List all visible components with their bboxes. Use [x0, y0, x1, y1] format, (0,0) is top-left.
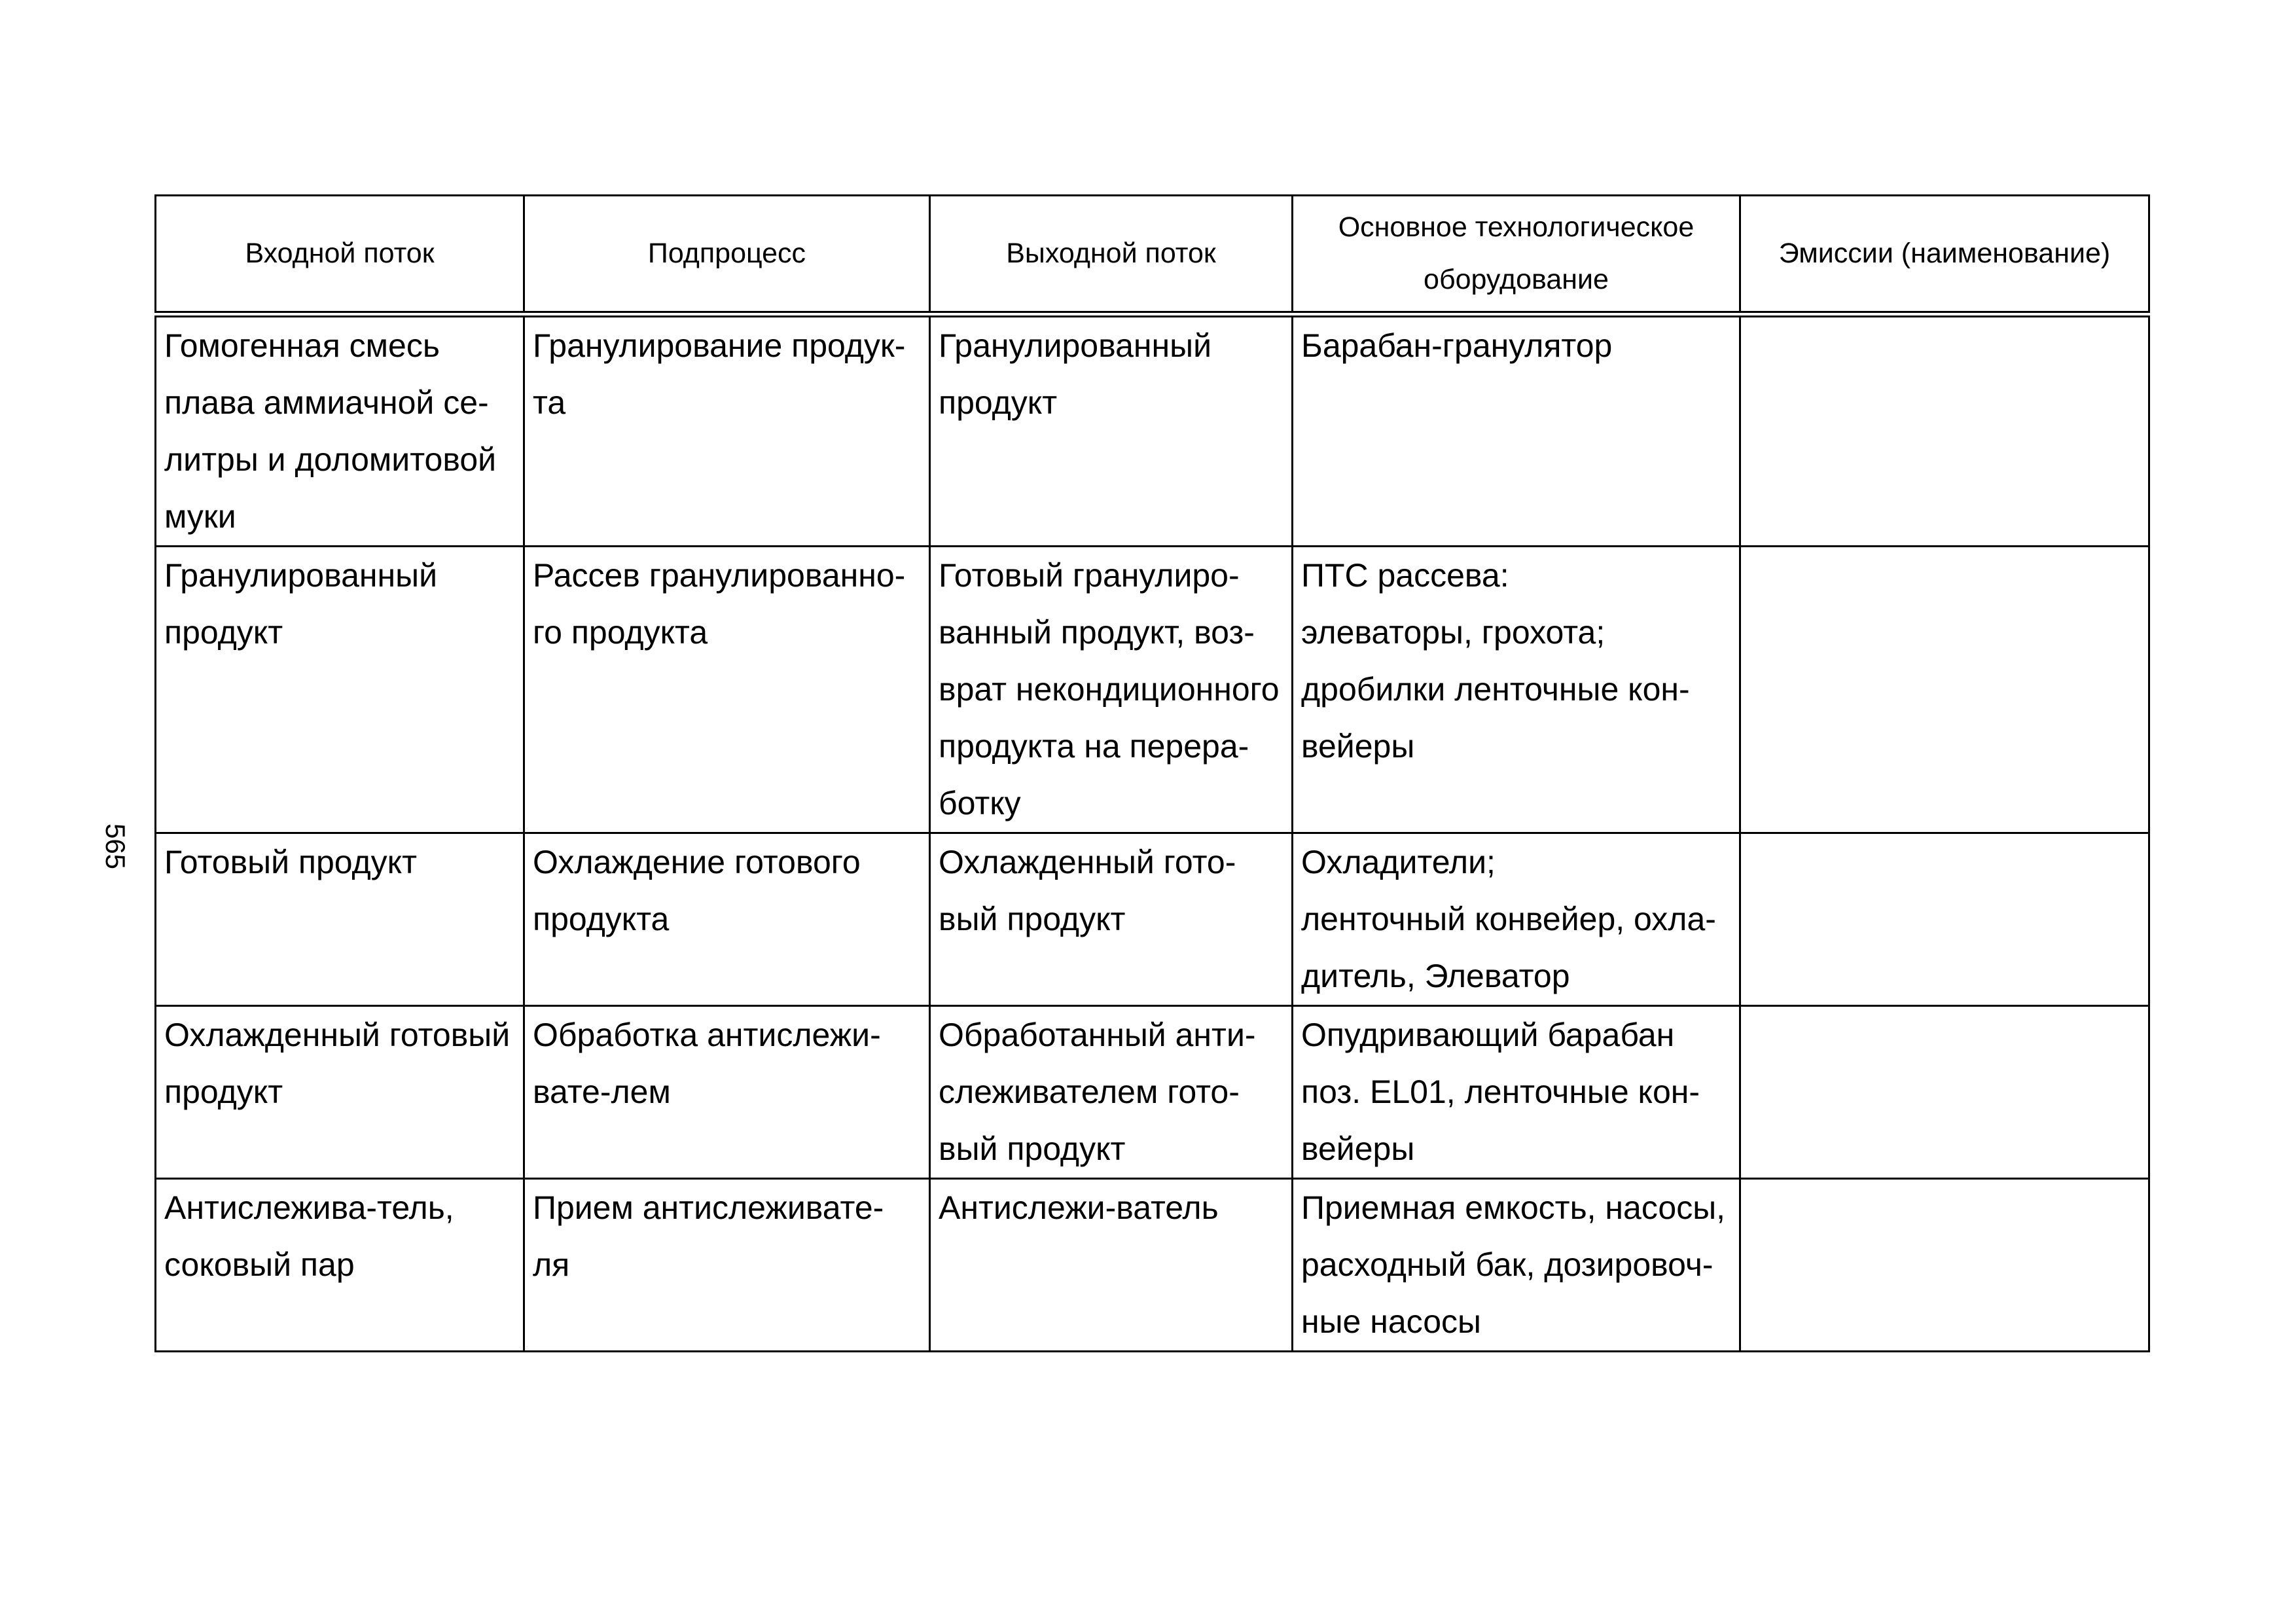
cell-output-flow: Антислежи-ватель [930, 1178, 1293, 1351]
cell-emissions [1740, 1005, 2149, 1178]
cell-output-flow: Готовый гранулиро- ванный продукт, воз- врат некондиционного продукта на перера- ботку [930, 546, 1293, 833]
cell-emissions [1740, 1178, 2149, 1351]
cell-main-equipment: ПТС рассева: элеваторы, грохота; дробилки ленточные кон- вейеры [1293, 546, 1740, 833]
header-row [156, 196, 2149, 314]
cell-main-equipment: Опудривающий барабан поз. EL01, ленточные кон- вейеры [1293, 1005, 1740, 1178]
cell-emissions [1740, 833, 2149, 1005]
cell-input-flow: Гранулированный продукт [156, 546, 524, 833]
table-row [156, 833, 2149, 1005]
table-row [156, 314, 2149, 547]
cell-output-flow: Гранулированный продукт [930, 314, 1293, 547]
cell-emissions [1740, 314, 2149, 547]
cell-output-flow: Охлажденный гото- вый продукт [930, 833, 1293, 1005]
cell-main-equipment: Барабан-гранулятор [1293, 314, 1740, 547]
cell-subprocess: Обработка антислежи- вате-лем [524, 1005, 930, 1178]
table-row [156, 1178, 2149, 1351]
table-row [156, 1005, 2149, 1178]
cell-input-flow: Готовый продукт [156, 833, 524, 1005]
cell-main-equipment: Охладители; ленточный конвейер, охла- дитель, Элеватор [1293, 833, 1740, 1005]
cell-subprocess: Охлаждение готового продукта [524, 833, 930, 1005]
process-table [154, 194, 2150, 1352]
header-main-equipment: Основное технологическое оборудование [1293, 196, 1740, 314]
cell-subprocess: Рассев гранулированно- го продукта [524, 546, 930, 833]
page-number: 565 [100, 823, 131, 870]
cell-subprocess: Прием антислеживате- ля [524, 1178, 930, 1351]
cell-input-flow: Антислежива-тель, соковый пар [156, 1178, 524, 1351]
header-input-flow: Входной поток [156, 196, 524, 314]
table-row [156, 546, 2149, 833]
header-output-flow: Выходной поток [930, 196, 1293, 314]
cell-output-flow: Обработанный анти- слеживателем гото- вый продукт [930, 1005, 1293, 1178]
header-subprocess: Подпроцесс [524, 196, 930, 314]
cell-subprocess: Гранулирование продук- та [524, 314, 930, 547]
cell-input-flow: Охлажденный готовый продукт [156, 1005, 524, 1178]
cell-main-equipment: Приемная емкость, насосы, расходный бак, дозировоч- ные насосы [1293, 1178, 1740, 1351]
cell-input-flow: Гомогенная смесь плава аммиачной се- литры и доломитовой муки [156, 314, 524, 547]
cell-emissions [1740, 546, 2149, 833]
header-emissions: Эмиссии (наименование) [1740, 196, 2149, 314]
